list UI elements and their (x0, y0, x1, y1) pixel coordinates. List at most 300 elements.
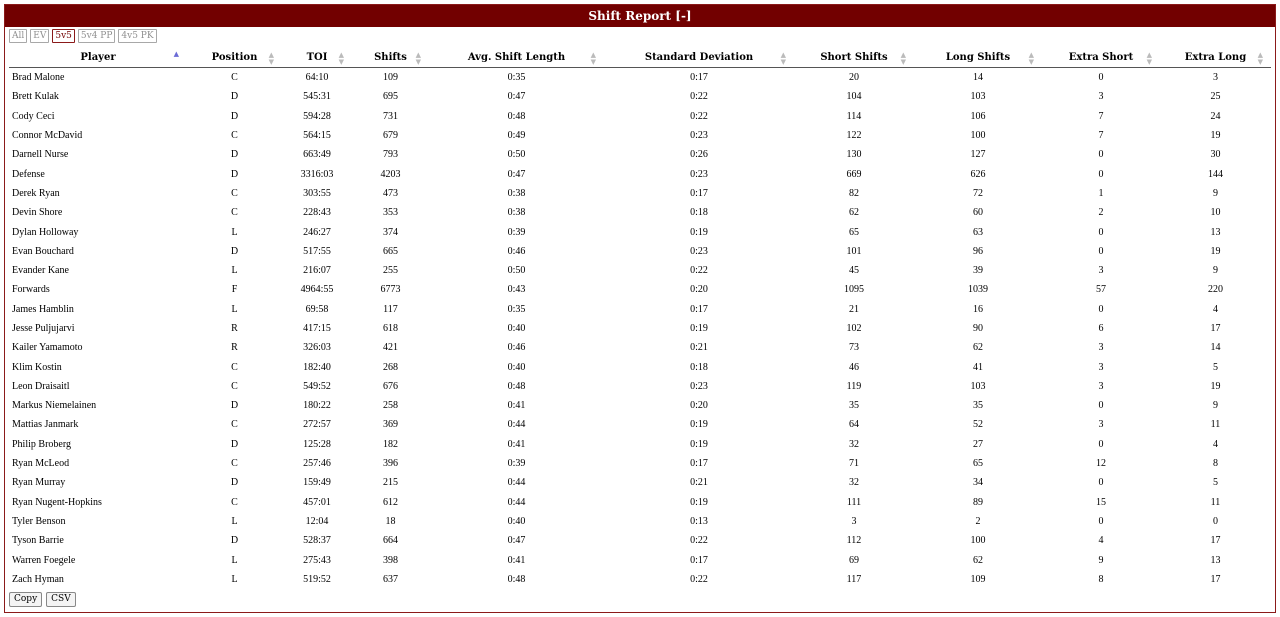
table-cell: R (231, 323, 238, 334)
table-cell: 0 (1098, 303, 1104, 315)
table-cell: 117 (383, 303, 398, 315)
table-cell: 17 (1210, 535, 1221, 547)
table-cell: Derek Ryan (12, 187, 60, 199)
sort-ascending-icon: ▲ (173, 49, 179, 58)
table-cell: 25 (1210, 91, 1221, 103)
table-cell: 0 (1098, 438, 1104, 450)
table-cell: 114 (846, 110, 862, 122)
table-cell: 10 (1210, 207, 1221, 219)
panel-title[interactable]: Shift Report [-] (5, 5, 1275, 27)
table-cell: 676 (383, 380, 398, 392)
table-cell: 71 (849, 458, 859, 470)
table-cell: 618 (383, 323, 398, 334)
table-cell: 228:43 (303, 207, 331, 219)
table-row (9, 396, 1271, 415)
table-cell: C (231, 130, 238, 142)
table-cell: Klim Kostin (12, 361, 62, 373)
table-cell: Darnell Nurse (12, 149, 69, 161)
table-cell: 7 (1098, 130, 1104, 142)
table-row (9, 87, 1271, 106)
column-header-avg-shift-length[interactable] (429, 48, 604, 68)
column-header-standard-deviation[interactable] (604, 48, 794, 68)
table-cell: 102 (846, 323, 862, 334)
table-cell: D (230, 110, 239, 122)
table-cell: Ryan Nugent-Hopkins (12, 496, 102, 508)
table-cell: L (231, 515, 238, 527)
table-cell: 268 (383, 361, 398, 373)
table-cell: 19 (1210, 245, 1221, 257)
situation-filter-group (9, 29, 157, 43)
table-cell: 52 (973, 419, 983, 431)
table-cell: 0:22 (690, 91, 708, 103)
table-cell: 7 (1098, 110, 1104, 122)
column-header-position[interactable] (187, 48, 282, 68)
table-cell: 0:41 (507, 554, 526, 566)
table-cell: Defense (12, 168, 45, 180)
table-cell: 258 (383, 400, 398, 412)
table-cell: 45 (849, 265, 859, 277)
table-cell: 0:47 (507, 91, 526, 103)
table-cell: 0:23 (690, 130, 708, 142)
table-cell: 130 (846, 149, 862, 161)
table-cell: L (231, 573, 238, 585)
table-cell: 4 (1213, 303, 1218, 315)
table-cell: 69 (849, 554, 859, 566)
table-cell: 144 (1208, 168, 1223, 180)
table-row (9, 512, 1271, 531)
table-cell: 64 (849, 419, 859, 431)
table-cell: 1039 (968, 284, 988, 296)
table-cell: 663:49 (303, 149, 331, 161)
table-cell: 0 (1098, 477, 1104, 489)
table-cell: 0:17 (690, 458, 708, 470)
table-row (9, 280, 1271, 299)
column-header-toi[interactable] (282, 48, 352, 68)
table-cell: 3316:03 (300, 168, 334, 180)
table-cell: 100 (970, 535, 986, 547)
table-body (9, 68, 1271, 590)
column-header-shifts[interactable] (352, 48, 429, 68)
table-cell: 0:19 (690, 496, 708, 508)
table-cell: 21 (849, 303, 859, 315)
copy-button[interactable]: Copy (9, 592, 42, 607)
table-cell: 3 (1098, 91, 1104, 103)
column-header-label: Position (211, 52, 258, 63)
table-cell: F (231, 284, 238, 296)
table-cell: 9 (1213, 400, 1218, 412)
table-cell: 0:21 (690, 342, 708, 354)
table-cell: 0:19 (690, 438, 708, 450)
table-cell: 731 (383, 110, 398, 122)
table-cell: 0 (1098, 168, 1104, 180)
filter-all-button[interactable]: All (9, 29, 27, 43)
table-row (9, 454, 1271, 473)
table-cell: 65 (973, 458, 983, 470)
table-cell: Cody Ceci (12, 110, 55, 122)
table-cell: 0:17 (690, 187, 708, 199)
table-cell: 0:22 (690, 265, 708, 277)
table-cell: 528:37 (303, 535, 331, 547)
table-cell: 0:39 (507, 458, 526, 470)
table-cell: 65 (849, 226, 859, 238)
table-cell: 0 (1098, 226, 1104, 238)
table-row (9, 300, 1271, 319)
table-cell: 545:31 (303, 91, 331, 103)
table-cell: 119 (846, 380, 862, 392)
table-cell: 0:23 (690, 380, 708, 392)
table-cell: 0:48 (507, 110, 526, 122)
table-cell: L (231, 303, 238, 315)
table-row (9, 570, 1271, 589)
sort-both-icon: ▲ ▼ (590, 50, 596, 66)
table-cell: 0:46 (507, 342, 526, 354)
table-cell: 104 (846, 91, 862, 103)
table-cell: 3 (1098, 361, 1104, 373)
table-cell: 13 (1210, 554, 1221, 566)
table-cell: 96 (973, 245, 983, 257)
sort-both-icon: ▲ ▼ (1257, 50, 1263, 66)
table-cell: 0:50 (507, 149, 526, 161)
table-cell: Devin Shore (12, 207, 63, 219)
table-cell: 215 (383, 477, 398, 489)
table-cell: 0:22 (690, 573, 708, 585)
table-cell: Kailer Yamamoto (12, 342, 83, 354)
table-cell: 9 (1098, 554, 1104, 566)
table-cell: 159:49 (303, 477, 331, 489)
sort-both-icon: ▲ ▼ (780, 50, 786, 66)
sort-both-icon: ▲ ▼ (900, 50, 906, 66)
table-cell: C (231, 207, 238, 219)
table-cell: 3 (1098, 380, 1104, 392)
table-cell: 695 (383, 91, 398, 103)
table-cell: 9 (1213, 265, 1218, 277)
table-cell: 0:46 (507, 245, 526, 257)
table-cell: 0:23 (690, 168, 708, 180)
table-cell: 89 (973, 496, 983, 508)
table-cell: 0:40 (507, 361, 526, 373)
table-row (9, 107, 1271, 126)
table-cell: 8 (1098, 573, 1104, 585)
table-cell: 19 (1210, 130, 1221, 142)
table-cell: 0:17 (690, 554, 708, 566)
table-row (9, 338, 1271, 357)
table-cell: Zach Hyman (12, 573, 64, 585)
table-cell: James Hamblin (12, 303, 74, 315)
table-cell: 255 (383, 265, 398, 277)
table-cell: 417:15 (303, 323, 331, 334)
filter-ev-button[interactable]: EV (30, 29, 49, 43)
table-cell: 0:18 (690, 207, 708, 219)
table-cell: 30 (1210, 149, 1221, 161)
table-cell: 4203 (380, 168, 401, 180)
table-cell: 664 (383, 535, 398, 547)
table-cell: 612 (383, 496, 398, 508)
table-cell: 5 (1213, 361, 1218, 373)
table-cell: 111 (846, 496, 862, 508)
table-cell: 24 (1210, 110, 1221, 122)
table-cell: 0:19 (690, 226, 708, 238)
export-actions (9, 592, 76, 607)
table-cell: Brad Malone (12, 72, 65, 84)
table-cell: 0:20 (690, 400, 708, 412)
table-cell: 73 (849, 342, 859, 354)
table-row (9, 203, 1271, 222)
table-cell: Markus Niemelainen (12, 400, 97, 412)
table-header-row (9, 48, 1271, 68)
table-cell: D (230, 168, 239, 180)
table-cell: 0:26 (690, 149, 708, 161)
table-cell: 4 (1098, 535, 1104, 547)
table-row (9, 415, 1271, 434)
column-header-extra-long[interactable] (1160, 48, 1271, 68)
table-cell: Mattias Janmark (12, 419, 79, 431)
table-cell: 117 (846, 573, 862, 585)
table-cell: 127 (970, 149, 986, 161)
table-cell: 0:41 (507, 438, 526, 450)
table-cell: 3 (1098, 265, 1104, 277)
table-cell: L (231, 554, 238, 566)
table-cell: 100 (970, 130, 986, 142)
table-cell: 109 (383, 72, 398, 84)
table-cell: C (231, 458, 238, 470)
column-header-label: Long Shifts (945, 52, 1011, 63)
table-cell: 0 (1098, 515, 1104, 527)
table-row (9, 164, 1271, 183)
table-cell: 0 (1213, 515, 1218, 527)
table-cell: 13 (1210, 226, 1221, 238)
table-cell: 594:28 (303, 110, 331, 122)
table-cell: 275:43 (303, 554, 331, 566)
table-cell: 12 (1096, 458, 1106, 470)
table-cell: C (231, 380, 238, 392)
table-cell: 17 (1210, 323, 1221, 334)
table-row (9, 145, 1271, 164)
table-cell: C (231, 361, 238, 373)
table-cell: 517:55 (303, 245, 331, 257)
table-cell: D (230, 245, 239, 257)
table-cell: 0:38 (507, 207, 526, 219)
table-cell: Philip Broberg (12, 438, 71, 450)
table-row (9, 473, 1271, 492)
filter-4v5-pk-button[interactable]: 4v5 PK (118, 29, 156, 43)
column-header-short-shifts[interactable] (794, 48, 914, 68)
table-cell: 109 (970, 573, 986, 585)
table-cell: 11 (1210, 496, 1221, 508)
table-cell: 0:44 (507, 496, 526, 508)
table-cell: 0:21 (690, 477, 708, 489)
table-cell: 626 (970, 168, 986, 180)
table-cell: 0:48 (507, 573, 526, 585)
sort-both-icon: ▲ ▼ (415, 50, 421, 66)
table-cell: 473 (383, 187, 398, 199)
table-cell: 8 (1213, 458, 1218, 470)
table-cell: 0:17 (690, 303, 708, 315)
table-row (9, 357, 1271, 376)
table-row (9, 435, 1271, 454)
table-cell: C (231, 419, 238, 431)
table-cell: 63 (973, 226, 983, 238)
table-cell: 3 (1098, 419, 1104, 431)
table-cell: 103 (970, 380, 986, 392)
table-cell: 0:47 (507, 168, 526, 180)
table-cell: Forwards (12, 284, 50, 296)
table-cell: 669 (846, 168, 862, 180)
table-cell: 0:23 (690, 245, 708, 257)
table-cell: 125:28 (303, 438, 331, 450)
csv-button[interactable]: CSV (46, 592, 76, 607)
table-cell: 0 (1098, 400, 1104, 412)
table-cell: 18 (385, 515, 396, 527)
table-cell: 41 (973, 361, 983, 373)
column-header-extra-short[interactable] (1042, 48, 1160, 68)
table-cell: L (231, 226, 238, 238)
table-cell: Connor McDavid (12, 130, 83, 142)
table-cell: 14 (1210, 342, 1221, 354)
table-cell: 0:22 (690, 535, 708, 547)
table-cell: 0:41 (507, 400, 526, 412)
table-cell: Dylan Holloway (12, 226, 79, 238)
table-cell: 112 (846, 535, 862, 547)
filter-5v4-pp-button[interactable]: 5v4 PP (78, 29, 116, 43)
table-row (9, 377, 1271, 396)
table-cell: 257:46 (303, 458, 331, 470)
table-cell: 0:13 (690, 515, 708, 527)
table-cell: 326:03 (303, 342, 331, 354)
table-cell: D (230, 400, 239, 412)
table-cell: 64:10 (305, 72, 329, 84)
table-cell: 0:35 (507, 72, 526, 84)
table-cell: 35 (849, 400, 859, 412)
table-row (9, 531, 1271, 550)
table-cell: 0:47 (507, 535, 526, 547)
table-cell: 457:01 (303, 496, 331, 508)
table-cell: D (230, 535, 239, 547)
table-cell: 34 (973, 477, 983, 489)
table-cell: 369 (383, 419, 398, 431)
table-cell: 0 (1098, 149, 1104, 161)
table-cell: Tyson Barrie (12, 535, 64, 547)
table-cell: 57 (1096, 284, 1106, 296)
table-cell: C (231, 496, 238, 508)
table-row (9, 242, 1271, 261)
table-cell: 374 (383, 226, 398, 238)
table-cell: 39 (973, 265, 983, 277)
column-header-label: TOI (306, 52, 328, 63)
table-cell: 12:04 (305, 515, 329, 527)
column-header-label: Extra Long (1184, 52, 1247, 63)
table-row (9, 68, 1271, 88)
table-cell: 62 (973, 342, 983, 354)
table-cell: 0:48 (507, 380, 526, 392)
table-row (9, 126, 1271, 145)
table-cell: 106 (970, 110, 986, 122)
table-cell: D (230, 149, 239, 161)
sort-both-icon: ▲ ▼ (268, 50, 274, 66)
table-cell: 15 (1096, 496, 1106, 508)
table-cell: 1095 (844, 284, 864, 296)
table-cell: Leon Draisaitl (12, 380, 70, 392)
table-cell: Warren Foegele (12, 554, 76, 566)
table-cell: D (230, 477, 239, 489)
table-cell: 32 (849, 438, 859, 450)
table-cell: C (231, 187, 238, 199)
column-header-long-shifts[interactable] (914, 48, 1042, 68)
table-cell: 6 (1098, 323, 1104, 334)
table-cell: 0 (1098, 72, 1104, 84)
table-cell: 6773 (380, 284, 401, 296)
table-row (9, 184, 1271, 203)
column-header-label: Short Shifts (820, 52, 888, 63)
column-header-player[interactable] (9, 48, 187, 68)
column-header-label: Shifts (374, 52, 407, 63)
table-cell: 0:44 (507, 419, 526, 431)
table-row (9, 222, 1271, 241)
table-cell: 62 (849, 207, 859, 219)
table-row (9, 550, 1271, 569)
table-cell: 3 (1213, 72, 1218, 84)
table-row (9, 261, 1271, 280)
table-cell: 0:39 (507, 226, 526, 238)
filter-5v5-button[interactable]: 5v5 (52, 29, 75, 43)
table-cell: 0:17 (690, 72, 708, 84)
table-cell: 27 (973, 438, 983, 450)
table-cell: 2 (975, 515, 981, 527)
table-cell: 16 (973, 303, 983, 315)
column-header-label: Standard Deviation (644, 52, 754, 63)
table-cell: 1 (1098, 187, 1104, 199)
table-cell: 0:20 (690, 284, 708, 296)
column-header-label: Player (80, 52, 116, 63)
table-cell: Jesse Puljujarvi (12, 323, 75, 334)
table-cell: 72 (973, 187, 983, 199)
sort-both-icon: ▲ ▼ (338, 50, 344, 66)
table-cell: 0:19 (690, 419, 708, 431)
table-cell: 14 (973, 72, 983, 84)
table-cell: 0:40 (507, 515, 526, 527)
table-cell: L (231, 265, 238, 277)
table-cell: 519:52 (303, 573, 331, 585)
table-cell: 216:07 (303, 265, 331, 277)
table-cell: 3 (1098, 342, 1104, 354)
table-cell: 793 (383, 149, 398, 161)
table-cell: 182:40 (303, 361, 331, 373)
table-cell: 0:18 (690, 361, 708, 373)
column-header-label: Avg. Shift Length (467, 52, 566, 63)
table-cell: Evan Bouchard (12, 245, 74, 257)
table-cell: C (231, 72, 238, 84)
table-cell: 4 (1213, 438, 1218, 450)
table-cell: 82 (849, 187, 859, 199)
table-cell: 9 (1213, 187, 1218, 199)
table-row (9, 493, 1271, 512)
table-cell: 32 (849, 477, 859, 489)
table-cell: Evander Kane (12, 265, 69, 277)
table-cell: 0:38 (507, 187, 526, 199)
table-cell: D (230, 438, 239, 450)
table-cell: Brett Kulak (12, 91, 59, 103)
table-cell: 103 (970, 91, 986, 103)
table-cell: 2 (1098, 207, 1104, 219)
table-cell: 303:55 (303, 187, 331, 199)
table-cell: 0:50 (507, 265, 526, 277)
table-cell: 272:57 (303, 419, 331, 431)
table-cell: 5 (1213, 477, 1218, 489)
table-cell: 17 (1210, 573, 1221, 585)
table-cell: 46 (849, 361, 859, 373)
sort-both-icon: ▲ ▼ (1028, 50, 1034, 66)
shift-report-table (9, 48, 1271, 589)
table-cell: 182 (383, 438, 398, 450)
